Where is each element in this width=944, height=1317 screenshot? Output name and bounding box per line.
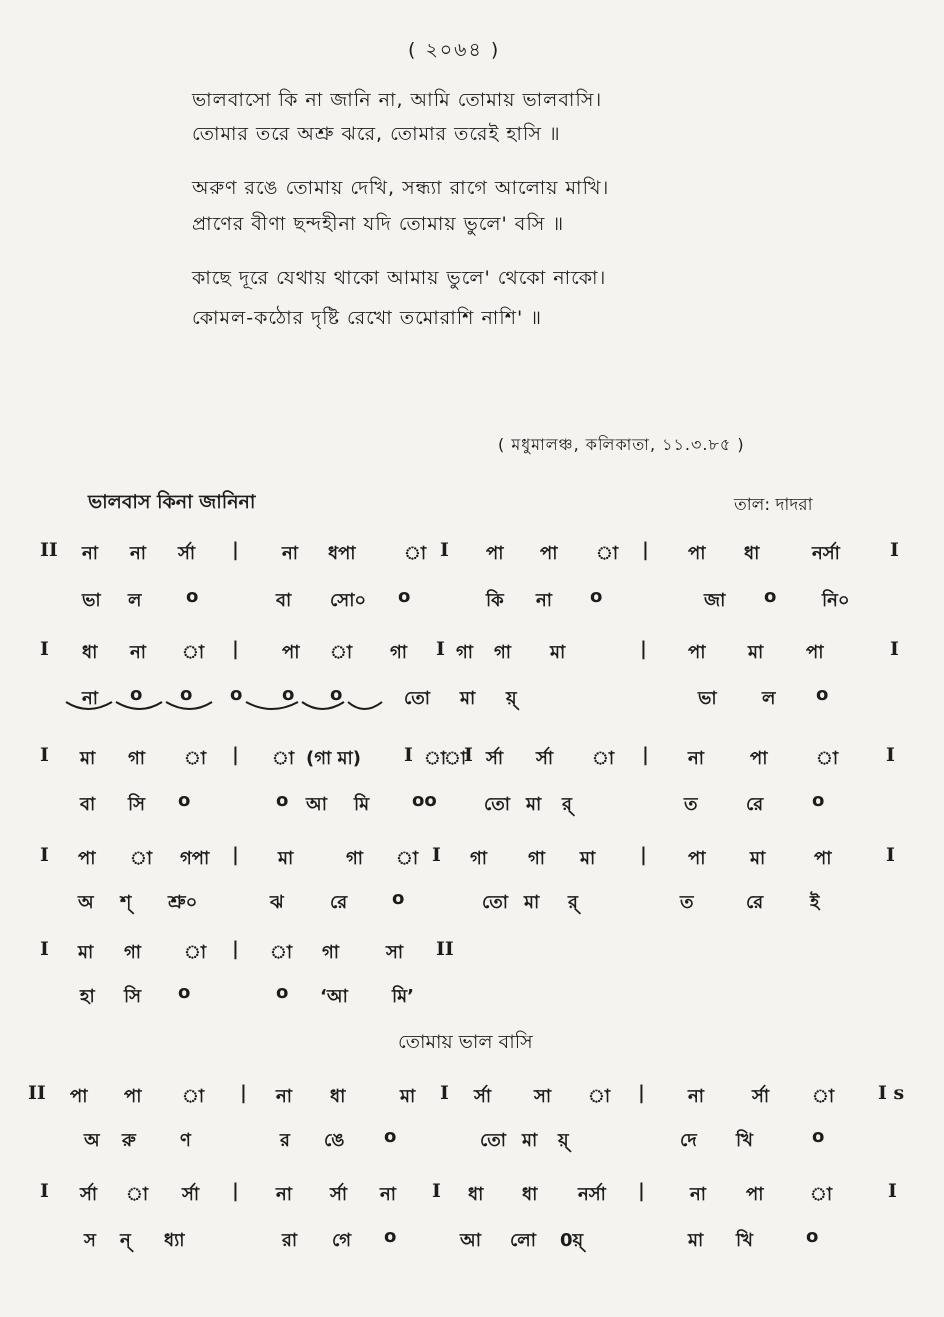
lyric-syllable: কি: [486, 590, 504, 611]
poem-line-3: অরুণ রঙে তোমায় দেখি, সন্ধ্যা রাগে আলোয় মাখি।: [192, 177, 610, 199]
swara-note: মা: [750, 848, 766, 869]
swara-note: া: [126, 1184, 149, 1205]
lyric-syllable: অ: [78, 892, 94, 913]
lyric-syllable: র্: [562, 794, 572, 815]
lyric-syllable: বা: [276, 590, 292, 611]
lyric-syllable: দে: [680, 1130, 697, 1151]
bar-line: I s: [878, 1082, 905, 1104]
swara-note: না: [82, 543, 98, 564]
bar-line: I: [40, 1180, 49, 1202]
lyric-syllable: মা: [522, 1130, 538, 1151]
lyric-syllable: আ: [306, 794, 327, 815]
swara-note: পা: [814, 848, 832, 869]
swara-note: গা: [390, 642, 408, 663]
swara-note: া: [596, 543, 619, 564]
swara-note: র্সা: [182, 1184, 200, 1205]
swara-note: ধা: [468, 1184, 484, 1205]
swara-note: না: [276, 1184, 292, 1205]
bar-line: |: [640, 638, 647, 660]
lyric-syllable: o: [590, 586, 603, 607]
swara-note: া: [184, 942, 207, 963]
swara-note: না: [688, 748, 704, 769]
lyric-syllable: ল: [128, 590, 142, 611]
lyric-syllable: র্: [568, 892, 578, 913]
bar-line: I: [436, 638, 445, 660]
swara-note: পা: [688, 848, 706, 869]
swara-note: গা: [494, 642, 512, 663]
lyric-syllable: o: [398, 586, 411, 607]
bar-line: II: [28, 1082, 46, 1104]
swara-note: পা: [688, 642, 706, 663]
swara-note: পা: [688, 543, 706, 564]
lyric-syllable: য়্: [506, 688, 517, 709]
swara-note: া: [184, 748, 207, 769]
swara-note: র্সা: [178, 543, 196, 564]
bar-line: |: [232, 744, 239, 766]
lyric-syllable: o: [384, 1226, 397, 1247]
swara-note: মা: [580, 848, 596, 869]
bar-line: |: [642, 744, 649, 766]
bar-line: I: [40, 938, 49, 960]
swara-note: মা: [78, 942, 94, 963]
lyric-syllable: o: [282, 684, 295, 705]
swara-note: পা: [124, 1086, 142, 1107]
lyric-syllable: রে: [330, 892, 348, 913]
lyric-syllable: ল: [762, 688, 776, 709]
lyric-syllable: o: [178, 982, 191, 1003]
lyric-syllable: ত: [680, 892, 694, 913]
swara-note: র্সা: [330, 1184, 348, 1205]
swara-note: না: [130, 543, 146, 564]
lyric-syllable: নি০: [822, 590, 850, 611]
bar-line: I: [888, 1180, 897, 1202]
bar-line: |: [642, 539, 649, 561]
bar-line: I: [440, 539, 449, 561]
lyric-syllable: সি: [124, 986, 142, 1007]
slur-arc: [116, 702, 162, 709]
bar-line: |: [638, 1180, 645, 1202]
lyric-syllable: o: [330, 684, 343, 705]
lyric-syllable: o: [812, 790, 825, 811]
swara-note: ধা: [744, 543, 760, 564]
lyric-syllable: o: [178, 790, 191, 811]
swara-note: পা: [806, 642, 824, 663]
poem-line-4: প্রাণের বীণা ছন্দহীনা যদি তোমায় ভুলে' বসি ॥: [192, 213, 565, 235]
swara-note: র্সা: [536, 748, 554, 769]
lyric-syllable: o: [180, 684, 193, 705]
lyric-syllable: o: [806, 1226, 819, 1247]
source-note: ( মধুমালঞ্চ, কলিকাতা, ১১.৩.৮৫ ): [498, 435, 745, 454]
swara-note: র্সা: [80, 1184, 98, 1205]
bar-line: I: [890, 638, 899, 660]
lyric-syllable: ধ্যা: [164, 1230, 185, 1251]
swara-note: ধপা: [328, 543, 356, 564]
swara-note: না: [688, 1086, 704, 1107]
bar-line: |: [232, 938, 239, 960]
lyric-syllable: ভা: [82, 590, 101, 611]
lyric-syllable: মা: [526, 794, 542, 815]
swara-note: গা: [124, 942, 142, 963]
lyric-syllable: রু: [122, 1130, 136, 1151]
slur-arc: [302, 702, 344, 709]
swara-note: পা: [746, 1184, 764, 1205]
lyric-syllable: তো: [480, 1130, 507, 1151]
lyric-syllable: o: [130, 684, 143, 705]
swara-note: া: [130, 848, 153, 869]
slur-arc: [166, 702, 212, 709]
bar-line: I: [464, 744, 473, 766]
swara-note: গা: [128, 748, 146, 769]
swara-note: সা: [534, 1086, 552, 1107]
lyric-syllable: মা: [688, 1230, 704, 1251]
lyric-syllable: সো০: [330, 590, 367, 611]
poem-line-1: ভালবাসো কি না জানি না, আমি তোমায় ভালবাসি।: [192, 89, 603, 111]
swara-note: গা: [456, 642, 474, 663]
lyric-syllable: o: [812, 1126, 825, 1147]
lyric-syllable: খি: [736, 1230, 753, 1251]
swara-note: া: [182, 1086, 205, 1107]
swara-note: পা: [486, 543, 504, 564]
swara-note: পা: [750, 748, 768, 769]
swara-note: া: [592, 748, 615, 769]
bar-line: I: [886, 844, 895, 866]
bar-line: |: [232, 638, 239, 660]
swara-note: সা: [386, 942, 404, 963]
poem-line-2: তোমার তরে অশ্রু ঝরে, তোমার তরেই হাসি ॥: [192, 123, 561, 145]
poem-line-5: কাছে দূরে যেথায় থাকো আমায় ভুলে' থেকো নাকো।: [192, 267, 607, 289]
song-title: ভালবাস কিনা জানিনা: [88, 491, 256, 513]
lyric-syllable: o: [276, 790, 289, 811]
swara-note: া: [330, 642, 353, 663]
lyric-syllable: য়্: [558, 1130, 569, 1151]
bar-line: I: [40, 844, 49, 866]
swara-note: া: [444, 748, 467, 769]
bar-line: I: [40, 638, 49, 660]
lyric-syllable: 0য়্: [560, 1230, 584, 1251]
swara-note: মা: [550, 642, 566, 663]
lyric-syllable: তো: [484, 794, 511, 815]
swara-note: া: [810, 1184, 833, 1205]
swara-note: পা: [282, 642, 300, 663]
lyric-syllable: ণ: [180, 1130, 191, 1151]
bar-line: |: [232, 1180, 239, 1202]
section-title: তোমায় ভাল বাসি: [398, 1031, 533, 1053]
swara-note: গা: [528, 848, 546, 869]
lyric-syllable: ই: [810, 892, 820, 913]
lyric-syllable: মি: [354, 794, 370, 815]
lyric-syllable: o: [764, 586, 777, 607]
bar-line: II: [436, 938, 454, 960]
lyric-syllable: ত: [684, 794, 698, 815]
bar-line: II: [40, 539, 58, 561]
swara-note: গা: [470, 848, 488, 869]
lyric-syllable: o: [392, 888, 405, 909]
swara-note: র্সা: [752, 1086, 770, 1107]
lyric-syllable: রে: [746, 892, 764, 913]
bar-line: |: [638, 1082, 645, 1104]
lyric-syllable: মা: [460, 688, 476, 709]
lyric-syllable: ন্: [120, 1230, 131, 1251]
lyric-syllable: ঝ: [270, 892, 284, 913]
swara-note: গপা: [180, 848, 210, 869]
swara-note: া: [424, 748, 447, 769]
swara-note: না: [690, 1184, 706, 1205]
lyric-syllable: স: [84, 1230, 96, 1251]
lyric-syllable: o: [276, 982, 289, 1003]
lyric-syllable: জা: [704, 590, 726, 611]
lyric-syllable: গে: [332, 1230, 352, 1251]
swara-note: পা: [70, 1086, 88, 1107]
bar-line: I: [404, 744, 413, 766]
lyric-syllable: মি’: [392, 986, 414, 1007]
swara-note: নর্সা: [578, 1184, 606, 1205]
swara-note: পা: [78, 848, 96, 869]
lyric-syllable: o: [816, 684, 829, 705]
lyric-syllable: oo: [412, 790, 437, 811]
swara-note: র্সা: [474, 1086, 492, 1107]
swara-note: া: [588, 1086, 611, 1107]
swara-note: া: [812, 1086, 835, 1107]
swara-note: া: [404, 543, 427, 564]
lyric-syllable: তো: [482, 892, 509, 913]
swara-note: া: [270, 942, 293, 963]
lyric-syllable: শ্রু০: [168, 892, 198, 913]
swara-note: মা: [400, 1086, 416, 1107]
lyric-syllable: শ্: [120, 892, 132, 913]
swara-note: ধা: [330, 1086, 346, 1107]
page-number: ( ২০৬৪ ): [408, 39, 501, 61]
swara-note: না: [282, 543, 298, 564]
bar-line: I: [432, 1180, 441, 1202]
swara-note: গা: [322, 942, 340, 963]
swara-note: ধা: [522, 1184, 538, 1205]
swara-note: া: [816, 748, 839, 769]
swara-note: মা: [748, 642, 764, 663]
bar-line: I: [432, 844, 441, 866]
lyric-syllable: সি: [128, 794, 146, 815]
tala-label: তাল: দাদরা: [734, 495, 813, 515]
lyric-syllable: অ: [84, 1130, 100, 1151]
bar-line: |: [240, 1082, 247, 1104]
lyric-syllable: তো: [404, 688, 431, 709]
swara-note: া: [272, 748, 295, 769]
swara-note: না: [380, 1184, 396, 1205]
lyric-syllable: ‘আ: [320, 986, 348, 1007]
bar-line: |: [640, 844, 647, 866]
swara-note: ধা: [82, 642, 98, 663]
bar-line: I: [40, 744, 49, 766]
bar-line: |: [232, 539, 239, 561]
lyric-syllable: o: [230, 684, 243, 705]
lyric-syllable: মা: [524, 892, 540, 913]
bar-line: I: [886, 744, 895, 766]
swara-note: া: [182, 642, 205, 663]
swara-note: মা: [80, 748, 96, 769]
lyric-syllable: বা: [80, 794, 96, 815]
lyric-syllable: রা: [282, 1230, 298, 1251]
poem-line-6: কোমল-কঠোর দৃষ্টি রেখো তমোরাশি নাশি' ॥: [192, 307, 542, 329]
lyric-syllable: ঙে: [324, 1130, 345, 1151]
swara-note: া: [396, 848, 419, 869]
bar-line: |: [232, 844, 239, 866]
swara-note: গা: [346, 848, 364, 869]
swara-note: না: [276, 1086, 292, 1107]
lyric-syllable: o: [186, 586, 199, 607]
slur-arc: [348, 702, 382, 709]
lyric-syllable: খি: [736, 1130, 753, 1151]
swara-note: নর্সা: [812, 543, 840, 564]
lyric-syllable: না: [536, 590, 552, 611]
swara-note: পা: [540, 543, 558, 564]
swara-note: মা: [278, 848, 294, 869]
swara-note: না: [130, 642, 146, 663]
bar-line: I: [440, 1082, 449, 1104]
lyric-syllable: না: [82, 688, 98, 709]
lyric-syllable: র: [280, 1130, 290, 1151]
swara-note: (গা মা): [306, 748, 361, 769]
lyric-syllable: লো: [510, 1230, 536, 1251]
slur-arc: [246, 702, 298, 709]
swara-note: র্সা: [486, 748, 504, 769]
bar-line: I: [890, 539, 899, 561]
lyric-syllable: হা: [80, 986, 95, 1007]
lyric-syllable: ভা: [698, 688, 717, 709]
lyric-syllable: রে: [746, 794, 764, 815]
slur-arc: [66, 702, 112, 709]
lyric-syllable: o: [384, 1126, 397, 1147]
lyric-syllable: আ: [460, 1230, 481, 1251]
